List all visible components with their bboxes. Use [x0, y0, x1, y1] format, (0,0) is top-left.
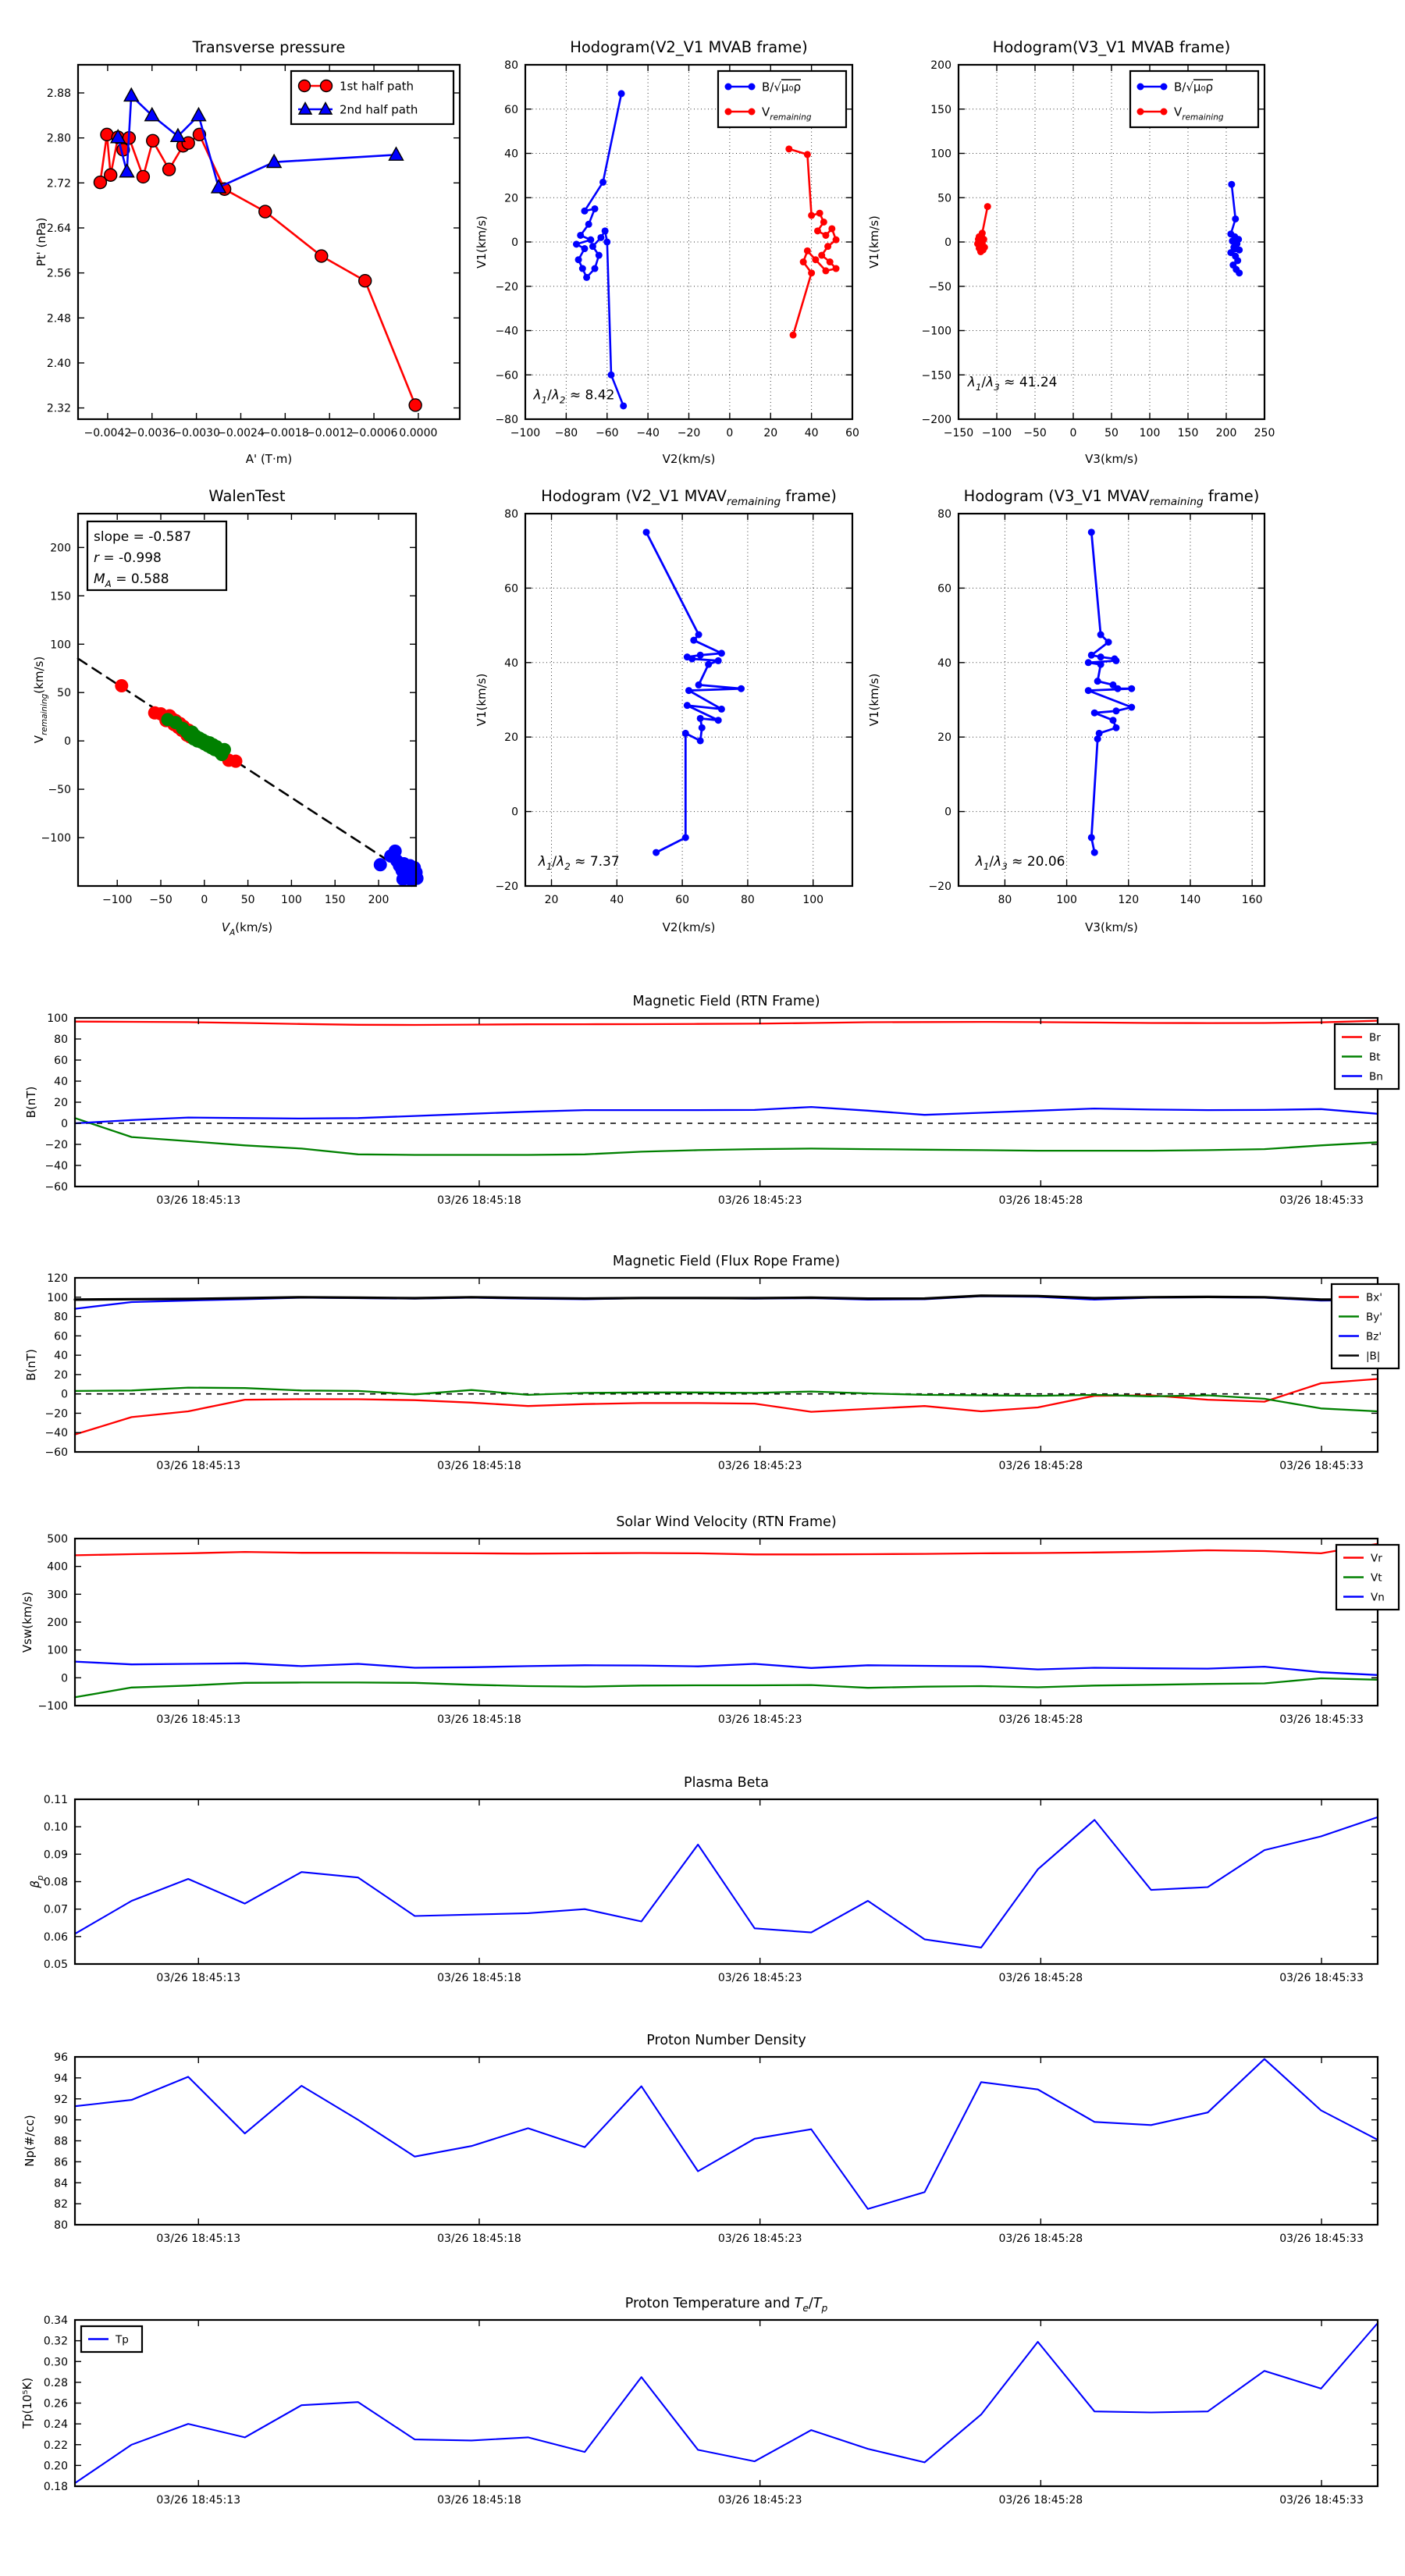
y-tick-label: −50	[48, 784, 71, 797]
x-tick-label: 03/26 18:45:18	[437, 1194, 521, 1207]
y-tick-label: 100	[930, 148, 951, 161]
y-axis-label: B(nT)	[24, 1349, 38, 1381]
y-tick-label: 120	[47, 1272, 68, 1285]
y-tick-label: −60	[44, 1446, 68, 1459]
chart-title: Hodogram(V2_V1 MVAB frame)	[570, 38, 808, 56]
y-tick-label: 0.11	[43, 1794, 68, 1806]
y-tick-label: −20	[495, 881, 518, 893]
y-tick-label: 2.88	[46, 87, 71, 101]
y-tick-label: 0	[61, 1388, 68, 1401]
x-tick-label: 50	[1104, 427, 1119, 439]
x-tick-label: 03/26 18:45:23	[717, 2233, 802, 2245]
x-tick-label: 200	[1215, 427, 1237, 439]
x-tick-label: −0.0018	[261, 427, 309, 439]
y-tick-label: 40	[504, 148, 518, 161]
y-tick-label: −100	[921, 325, 951, 338]
y-tick-label: 2.56	[46, 267, 71, 280]
x-tick-label: 150	[324, 894, 346, 906]
x-tick-label: 03/26 18:45:18	[437, 1972, 521, 1984]
x-tick-label: 03/26 18:45:33	[1279, 1460, 1364, 1472]
chart-b-fluxrope	[16, 1237, 1389, 1495]
y-tick-label: 50	[57, 687, 71, 700]
y-tick-label: 80	[54, 1034, 68, 1046]
chart-proton-temperature	[16, 2279, 1389, 2537]
y-tick-label: 0	[61, 1118, 68, 1130]
x-axis-label: V3(km/s)	[1085, 920, 1138, 934]
chart-hodogram-v3v1-mvab	[867, 12, 1315, 480]
fit-info-line: $M_A = 0.588$	[94, 571, 169, 589]
y-tick-label: 80	[54, 2219, 68, 2232]
legend-label: 2nd half path	[340, 102, 418, 117]
x-tick-label: 03/26 18:45:28	[998, 1713, 1083, 1726]
eigenvalue-annotation: $\lambda_1/\lambda_2 \approx 8.42$	[533, 387, 615, 406]
y-tick-label: 0.32	[43, 2335, 68, 2348]
x-tick-label: −0.0006	[350, 427, 398, 439]
y-tick-label: −40	[495, 325, 518, 338]
x-tick-label: −0.0036	[128, 427, 176, 439]
y-tick-label: 0.10	[43, 1821, 68, 1834]
x-tick-label: 03/26 18:45:18	[437, 2233, 521, 2245]
chart-title: Solar Wind Velocity (RTN Frame)	[616, 1514, 837, 1530]
x-tick-label: 80	[998, 894, 1012, 906]
x-tick-label: 03/26 18:45:23	[717, 1460, 802, 1472]
x-tick-label: 100	[802, 894, 824, 906]
x-tick-label: 0	[1069, 427, 1077, 439]
legend-label: $V_{remaining}$	[1174, 105, 1224, 123]
y-tick-label: 0.30	[43, 2356, 68, 2369]
y-tick-label: 150	[50, 590, 71, 603]
y-tick-label: −200	[921, 414, 951, 426]
x-tick-label: 03/26 18:45:33	[1279, 1972, 1364, 1984]
x-tick-label: −100	[510, 427, 541, 439]
legend-label: Bz'	[1366, 1330, 1382, 1343]
y-tick-label: 60	[504, 582, 518, 596]
y-tick-label: 100	[50, 639, 71, 652]
x-tick-label: 03/26 18:45:33	[1279, 2233, 1364, 2245]
y-tick-label: 80	[937, 508, 951, 521]
y-tick-label: 20	[54, 1097, 68, 1109]
y-tick-label: −100	[41, 832, 71, 845]
x-tick-label: 150	[1177, 427, 1199, 439]
legend-label: 1st half path	[340, 79, 414, 94]
x-tick-label: −100	[981, 427, 1012, 439]
chart-title: Proton Temperature and $T_e/T_p$	[624, 2296, 828, 2314]
chart-plasma-beta	[16, 1759, 1389, 2016]
eigenvalue-annotation: $\lambda_1/\lambda_3 \approx 20.06$	[975, 853, 1065, 872]
x-tick-label: 40	[610, 894, 624, 906]
chart-transverse-pressure	[23, 12, 472, 480]
y-tick-label: 200	[47, 1617, 68, 1629]
y-tick-label: 0	[511, 237, 518, 249]
y-tick-label: 20	[937, 731, 951, 745]
y-tick-label: 0.05	[43, 1959, 68, 1971]
y-tick-label: 90	[54, 2114, 68, 2127]
y-tick-label: 150	[930, 103, 951, 116]
x-tick-label: 03/26 18:45:23	[717, 1713, 802, 1726]
legend-label: Tp	[116, 2333, 129, 2347]
y-tick-label: −20	[44, 1407, 68, 1421]
y-axis-label: V1(km/s)	[867, 215, 881, 269]
y-tick-label: 2.32	[46, 402, 71, 415]
y-tick-label: 60	[937, 582, 951, 596]
x-tick-label: 20	[544, 894, 559, 906]
legend-label: B/√μ₀ρ	[1174, 80, 1213, 94]
x-axis-label: $V_A(km/s)$	[221, 920, 273, 938]
chart-proton-density	[16, 2016, 1389, 2274]
x-tick-label: −0.0024	[217, 427, 265, 439]
y-tick-label: 20	[504, 731, 518, 745]
chart-b-rtn	[16, 976, 1389, 1233]
y-tick-label: 100	[47, 1291, 68, 1304]
y-tick-label: −20	[44, 1139, 68, 1151]
x-tick-label: 03/26 18:45:33	[1279, 1713, 1364, 1726]
y-tick-label: 20	[54, 1368, 68, 1382]
x-axis-label: A' (T·m)	[245, 452, 293, 466]
y-tick-label: −60	[44, 1181, 68, 1194]
x-tick-label: 03/26 18:45:28	[998, 2494, 1083, 2507]
y-tick-label: 82	[54, 2198, 68, 2211]
chart-title: Hodogram (V2_V1 $MVAV_{remaining}$ frame)	[541, 487, 837, 508]
legend-label: Vr	[1371, 1552, 1382, 1565]
y-tick-label: 84	[54, 2177, 68, 2190]
chart-title: WalenTest	[208, 487, 286, 505]
y-axis-label: $V_{remaining}(km/s)$	[32, 656, 49, 744]
x-tick-label: 03/26 18:45:23	[717, 2494, 802, 2507]
legend-label: Bt	[1369, 1051, 1381, 1064]
y-tick-label: 0	[944, 237, 951, 249]
y-tick-label: 2.80	[46, 132, 71, 145]
x-tick-label: −0.0030	[173, 427, 220, 439]
chart-title: Hodogram (V3_V1 $MVAV_{remaining}$ frame)	[963, 487, 1260, 508]
x-tick-label: 03/26 18:45:13	[156, 2494, 241, 2507]
y-tick-label: 60	[54, 1055, 68, 1067]
legend-label: B/√μ₀ρ	[762, 80, 801, 94]
fit-info-line: slope = -0.587	[94, 529, 192, 545]
y-tick-label: 0.07	[43, 1903, 68, 1916]
x-tick-label: 03/26 18:45:28	[998, 2233, 1083, 2245]
x-tick-label: 03/26 18:45:13	[156, 1460, 241, 1472]
y-tick-label: 2.64	[46, 222, 71, 235]
y-tick-label: 0.26	[43, 2397, 68, 2411]
legend-label: By'	[1366, 1311, 1382, 1324]
fit-info-line: r = -0.998	[94, 550, 162, 566]
x-axis-label: V2(km/s)	[662, 452, 716, 466]
x-tick-label: −20	[677, 427, 701, 439]
y-tick-label: 96	[54, 2051, 68, 2064]
y-tick-label: 92	[54, 2093, 68, 2106]
x-tick-label: −40	[636, 427, 660, 439]
y-axis-label: $\beta_p$	[28, 1875, 45, 1888]
y-tick-label: 400	[47, 1560, 68, 1574]
x-tick-label: 0	[726, 427, 734, 439]
x-tick-label: 03/26 18:45:18	[437, 1460, 521, 1472]
x-tick-label: 100	[1056, 894, 1077, 906]
x-tick-label: 03/26 18:45:33	[1279, 1194, 1364, 1207]
y-tick-label: 94	[54, 2072, 68, 2085]
x-tick-label: −0.0012	[305, 427, 354, 439]
y-tick-label: 88	[54, 2135, 68, 2148]
chart-hodogram-v3v1-mvav	[867, 451, 1315, 951]
y-tick-label: 100	[47, 1644, 68, 1657]
y-tick-label: 2.72	[46, 177, 71, 190]
y-tick-label: −40	[44, 1160, 68, 1172]
y-tick-label: 0.09	[43, 1848, 68, 1862]
y-tick-label: −40	[44, 1427, 68, 1440]
y-tick-label: 0	[944, 806, 951, 819]
y-tick-label: 20	[504, 192, 518, 205]
x-axis-label: V3(km/s)	[1085, 452, 1138, 466]
x-tick-label: 160	[1241, 894, 1263, 906]
y-tick-label: 50	[937, 192, 951, 205]
x-tick-label: 03/26 18:45:28	[998, 1460, 1083, 1472]
y-tick-label: −50	[928, 280, 951, 294]
y-tick-label: −20	[928, 881, 951, 893]
chart-hodogram-v2v1-mvab	[475, 12, 863, 480]
legend-label: Br	[1369, 1031, 1381, 1044]
x-tick-label: 03/26 18:45:23	[717, 1972, 802, 1984]
y-tick-label: −100	[37, 1700, 68, 1713]
y-tick-label: 40	[937, 656, 951, 670]
x-tick-label: 03/26 18:45:28	[998, 1194, 1083, 1207]
x-tick-label: 03/26 18:45:18	[437, 2494, 521, 2507]
y-tick-label: 500	[47, 1533, 68, 1546]
y-tick-label: 80	[54, 1311, 68, 1324]
legend-label: Vt	[1371, 1571, 1382, 1585]
y-tick-label: 200	[50, 542, 71, 555]
y-tick-label: 0.06	[43, 1930, 68, 1944]
x-tick-label: 0.0000	[399, 427, 438, 439]
y-tick-label: −80	[495, 414, 518, 426]
legend-label: Bn	[1369, 1070, 1383, 1083]
x-tick-label: 250	[1254, 427, 1275, 439]
x-tick-label: 50	[240, 894, 255, 906]
x-tick-label: 120	[1118, 894, 1140, 906]
y-axis-label: Vsw(km/s)	[20, 1591, 34, 1653]
eigenvalue-annotation: $\lambda_1/\lambda_3 \approx 41.24$	[967, 375, 1058, 393]
x-tick-label: −60	[595, 427, 619, 439]
x-tick-label: 200	[368, 894, 389, 906]
x-tick-label: 03/26 18:45:23	[717, 1194, 802, 1207]
y-axis-label: B(nT)	[24, 1086, 38, 1119]
y-tick-label: 40	[54, 1076, 68, 1088]
x-tick-label: −50	[1023, 427, 1047, 439]
x-tick-label: 03/26 18:45:33	[1279, 2494, 1364, 2507]
x-tick-label: 40	[804, 427, 819, 439]
x-tick-label: −150	[943, 427, 974, 439]
y-tick-label: 80	[504, 508, 518, 521]
chart-title: Magnetic Field (Flux Rope Frame)	[612, 1254, 841, 1269]
x-tick-label: 100	[281, 894, 302, 906]
y-axis-label: V1(km/s)	[475, 215, 489, 269]
y-tick-label: −20	[495, 280, 518, 294]
y-tick-label: 2.48	[46, 312, 71, 326]
y-tick-label: 60	[54, 1330, 68, 1343]
x-tick-label: 20	[763, 427, 778, 439]
x-tick-label: 03/26 18:45:13	[156, 1972, 241, 1984]
y-tick-label: 0	[64, 735, 71, 749]
y-tick-label: 0	[511, 806, 518, 819]
legend-label: Vn	[1371, 1591, 1385, 1604]
y-tick-label: 40	[54, 1350, 68, 1363]
y-tick-label: 300	[47, 1589, 68, 1602]
y-axis-label: Tp(10⁵K)	[20, 2377, 34, 2429]
x-tick-label: −50	[149, 894, 173, 906]
y-tick-label: −150	[921, 369, 951, 382]
y-tick-label: 0.22	[43, 2439, 68, 2452]
x-tick-label: 0	[201, 894, 208, 906]
chart-vsw-rtn	[16, 1499, 1389, 1756]
x-tick-label: 80	[741, 894, 755, 906]
chart-title: Magnetic Field (RTN Frame)	[632, 994, 820, 1009]
y-tick-label: 0.28	[43, 2376, 68, 2389]
y-tick-label: 60	[504, 103, 518, 116]
y-tick-label: 100	[47, 1012, 68, 1025]
x-tick-label: −80	[554, 427, 578, 439]
x-tick-label: 03/26 18:45:18	[437, 1713, 521, 1726]
y-tick-label: 80	[504, 59, 518, 72]
legend-label: Bx'	[1366, 1291, 1382, 1304]
y-tick-label: 0.18	[43, 2481, 68, 2493]
x-tick-label: 03/26 18:45:13	[156, 1194, 241, 1207]
x-tick-label: 60	[675, 894, 690, 906]
y-axis-label: V1(km/s)	[475, 673, 489, 727]
chart-title: Transverse pressure	[192, 38, 346, 56]
y-axis-label: Pt' (nPa)	[34, 217, 48, 267]
y-tick-label: 200	[930, 59, 951, 72]
y-tick-label: 0.24	[43, 2418, 68, 2432]
y-tick-label: 0.08	[43, 1876, 68, 1889]
y-tick-label: 2.40	[46, 357, 71, 370]
y-tick-label: 86	[54, 2156, 68, 2169]
y-axis-label: V1(km/s)	[867, 673, 881, 727]
x-tick-label: 60	[845, 427, 859, 439]
x-tick-label: −100	[101, 894, 133, 906]
chart-hodogram-v2v1-mvav	[475, 451, 863, 951]
x-tick-label: 03/26 18:45:13	[156, 2233, 241, 2245]
x-tick-label: −0.0042	[84, 427, 132, 439]
x-tick-label: 03/26 18:45:28	[998, 1972, 1083, 1984]
chart-title: Plasma Beta	[684, 1775, 769, 1791]
chart-walen-test	[23, 451, 472, 951]
y-tick-label: 0.34	[43, 2314, 68, 2327]
y-tick-label: −60	[495, 369, 518, 382]
legend-label: |B|	[1366, 1350, 1381, 1363]
y-tick-label: 0.20	[43, 2460, 68, 2473]
x-axis-label: V2(km/s)	[662, 920, 716, 934]
eigenvalue-annotation: $\lambda_1/\lambda_2 \approx 7.37$	[538, 853, 620, 872]
y-axis-label: Np(#/cc)	[23, 2115, 37, 2167]
x-tick-label: 100	[1139, 427, 1161, 439]
chart-title: Proton Number Density	[646, 2033, 806, 2048]
y-tick-label: 0	[61, 1672, 68, 1685]
legend-label: $V_{remaining}$	[762, 105, 812, 123]
x-tick-label: 03/26 18:45:13	[156, 1713, 241, 1726]
y-tick-label: 40	[504, 656, 518, 670]
x-tick-label: 140	[1179, 894, 1201, 906]
chart-title: Hodogram(V3_V1 MVAB frame)	[992, 38, 1231, 56]
